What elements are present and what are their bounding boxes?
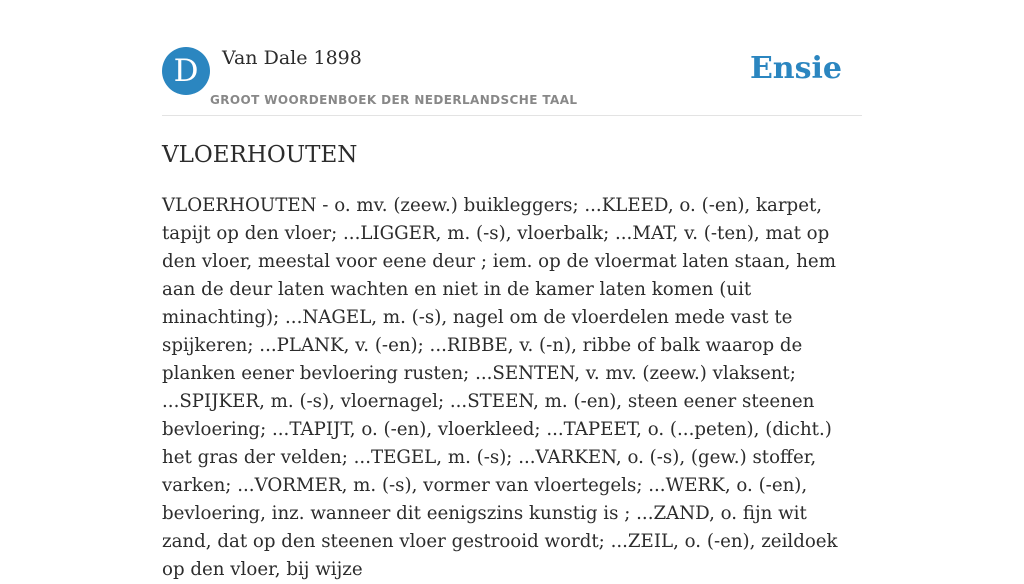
entry-body: VLOERHOUTEN - o. mv. (zeew.) buikleggers; ...KLEED, o. (-en), karpet, tapijt op den vloer; ...LIGGER, m. (-s), vloerbalk; ...MAT, v. (-ten), mat op den vloer, meestal voor eene deur ; iem. op de vloermat laten staan, hem aan de deur laten wachten en niet in de kamer laten komen (uit minachting); ...NAGEL, m. (-s), nagel om de vloerdelen mede vast te spijkeren; ...PLANK, v. (-en); ...RIBBE, v. (-n), ribbe of balk waarop de planken eener bevloering rusten; ...SENTEN, v. mv. (zeew.) vlaksent; ...SPIJKER, m. (-s), vloernagel; ...STEEN, m. (-en), steen eener steenen bevloering; ...TAPIJT, o. (-en), vloerkleed; ...TAPEET, o. (...peten), (dicht.) het gras der velden; ...TEGEL, m. (-s); ...VARKEN, o. (-s), (gew.) stoffer, varken; ...VORMER, m. (-s), vormer van vloertegels; ...WERK, o. (-en), bevloering, inz. wanneer dit eenigszins kunstig is ; ...ZAND, o. fijn wit zand, dat op den steenen vloer gestrooid wordt; ...ZEIL, o. (-en), zeildoek op den vloer, bij wijze <box>162 195 838 580</box>
header-divider <box>162 115 862 116</box>
brand-logo-link[interactable]: Ensie <box>749 51 842 86</box>
entry-title: VLOERHOUTEN <box>162 142 358 168</box>
header <box>162 46 862 116</box>
source-title-link[interactable]: Van Dale 1898 <box>222 47 362 69</box>
source-subtitle: GROOT WOORDENBOEK DER NEDERLANDSCHE TAAL <box>210 93 578 107</box>
source-logo-icon[interactable]: D <box>162 47 210 95</box>
